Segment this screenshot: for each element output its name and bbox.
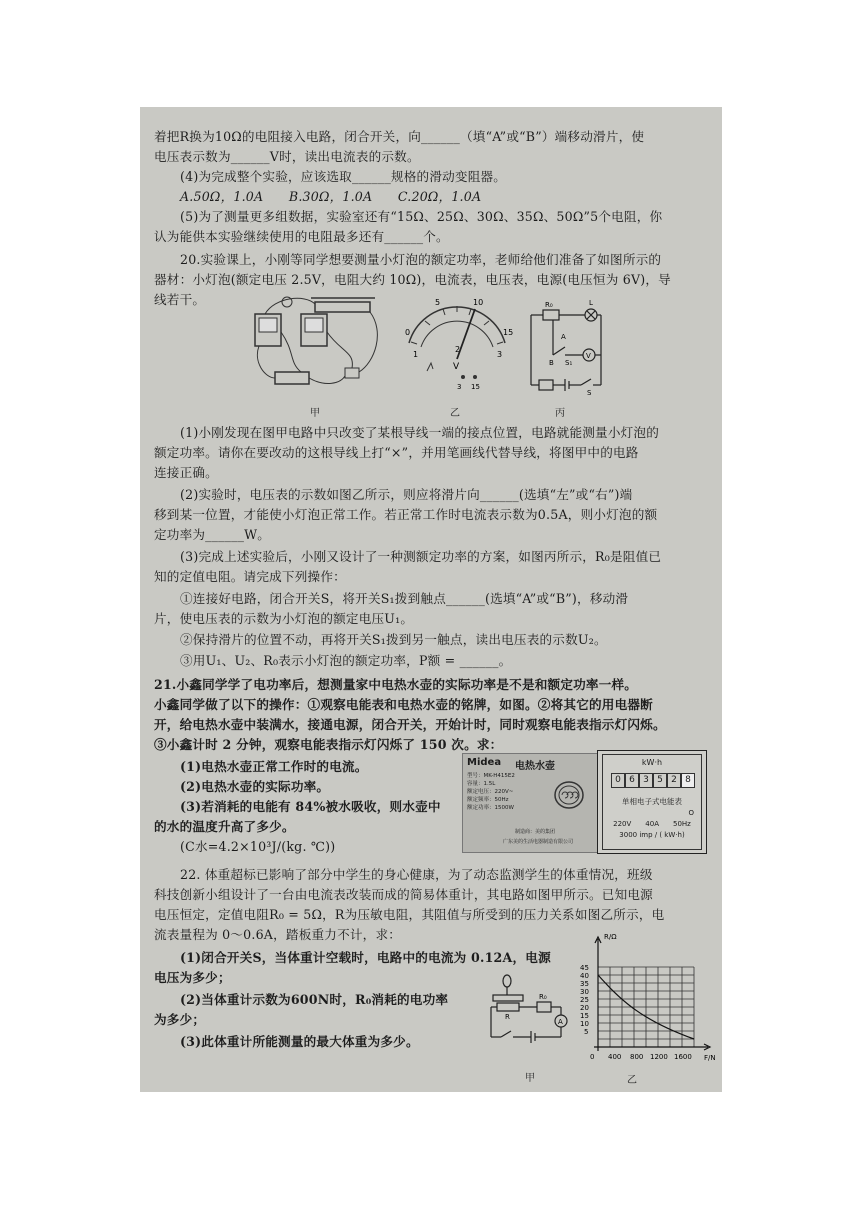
svg-text:V: V <box>586 352 591 360</box>
q20-part1-line-3: 连接正确。 <box>154 465 218 480</box>
svg-text:1600: 1600 <box>674 1053 692 1061</box>
q22-part3: (3)此体重计所能测量的最大体重为多少。 <box>180 1034 419 1049</box>
q22-part2-line-1: (2)当体重计示数为600N时，R₀消耗的电功率 <box>180 992 449 1007</box>
svg-text:10: 10 <box>473 298 484 307</box>
q19-part5-cont: 认为能供本实验继续使用的电阻最多还有______个。 <box>154 229 449 244</box>
q21-line-4: ③小鑫计时 2 分钟，观察电能表指示灯闪烁了 150 次。求： <box>154 737 503 752</box>
q21-part2: (2)电热水壶的实际功率。 <box>180 779 330 794</box>
q22-line-4: 流表量程为 0～0.6A，踏板重力不计，求： <box>154 927 402 942</box>
q22-part2-line-2: 为多少； <box>154 1012 206 1027</box>
meter-digit: 3 <box>639 773 653 788</box>
svg-text:R/Ω: R/Ω <box>604 933 617 941</box>
q22-fig-yi-caption: 乙 <box>627 1075 637 1086</box>
svg-text:25: 25 <box>580 996 589 1004</box>
q20-line-1: 20.实验课上，小刚等同学想要测量小灯泡的额定功率，老师给他们准备了如图所示的 <box>180 252 662 267</box>
svg-text:S₁: S₁ <box>565 359 573 367</box>
svg-text:F/N: F/N <box>704 1054 716 1062</box>
ccc-cert-icon <box>553 780 585 810</box>
q20-fig-yi-caption: 乙 <box>450 408 460 419</box>
q20-fig-jia-caption: 甲 <box>310 408 320 419</box>
svg-text:A: A <box>558 1018 563 1026</box>
energy-meter-panel <box>597 750 707 854</box>
svg-text:15: 15 <box>503 328 514 337</box>
q20-part3-line-2: 知的定值电阻。请完成下列操作： <box>154 569 346 584</box>
meter-name: 单相电子式电能表 <box>622 797 682 806</box>
svg-text:20: 20 <box>580 1004 589 1012</box>
q22-scale-circuit <box>487 973 575 1045</box>
q22-line-1: 22. 体重超标已影响了部分中学生的身心健康，为了动态监测学生的体重情况，班级 <box>180 867 653 882</box>
svg-text:15: 15 <box>471 383 480 391</box>
svg-text:400: 400 <box>608 1053 622 1061</box>
q20-fig-bing-caption: 丙 <box>555 408 565 419</box>
kettle-spec-row: 型号：MK-H415E2 <box>467 773 515 779</box>
q20-line-2: 器材：小灯泡(额定电压 2.5V，电阻大约 10Ω)，电流表，电压表，电源(电压恒为 6V)，导 <box>154 272 671 287</box>
svg-text:3: 3 <box>497 350 503 359</box>
meter-indicator-label: O <box>688 809 694 817</box>
svg-text:35: 35 <box>580 980 589 988</box>
q22-resistance-force-graph <box>568 927 718 1067</box>
svg-text:5: 5 <box>584 1028 589 1036</box>
svg-text:L: L <box>589 299 593 307</box>
q20-step1-line-1: ①连接好电路，闭合开关S，将开关S₁拨到触点______(选填“A”或“B”)，移动滑 <box>180 591 629 606</box>
q22-fig-jia-caption: 甲 <box>525 1073 535 1084</box>
meter-spec-1: 220V 40A 50Hz <box>613 820 691 828</box>
svg-text:2: 2 <box>455 345 461 354</box>
svg-text:V: V <box>453 362 460 372</box>
q19-part5: (5)为了测量更多组数据，实验室还有“15Ω、25Ω、30Ω、35Ω、50Ω”5个电阻，你 <box>180 209 663 224</box>
q20-part1-line-2: 额定功率。请你在要改动的这根导线上打“×”，并用笔画线代替导线，将图甲中的电路 <box>154 445 639 460</box>
svg-text:R: R <box>505 1013 510 1021</box>
q20-circuit-schematic <box>525 295 605 395</box>
q20-line-3: 线若干。 <box>154 292 206 307</box>
q21-part1: (1)电热水壶正常工作时的电流。 <box>180 759 368 774</box>
meter-digit: 5 <box>653 773 667 788</box>
meter-unit: kW·h <box>641 758 663 767</box>
svg-text:30: 30 <box>580 988 589 996</box>
q22-line-3: 电压恒定，定值电阻R₀ = 5Ω，R为压敏电阻，其阻值与所受到的压力关系如图乙所示，电 <box>154 907 665 922</box>
q20-step3: ③用U₁、U₂、R₀表示小灯泡的额定功率，P额 = ______。 <box>180 653 512 668</box>
q20-part2-line-1: (2)实验时，电压表的示数如图乙所示，则应将滑片向______(选填“左”或“右”)端 <box>180 487 633 502</box>
kettle-spec-row: 额定频率：50Hz <box>467 797 509 803</box>
kettle-brand: Midea <box>467 757 502 768</box>
q19-line-1: 着把R换为10Ω的电阻接入电路，闭合开关，向______（填“A”或“B”）端移动滑片，使 <box>154 129 645 144</box>
q20-step1-line-2: 片，使电压表的示数为小灯泡的额定电压U₁。 <box>154 611 414 626</box>
svg-text:A: A <box>561 333 566 341</box>
q20-part1-line-1: (1)小刚发现在图甲电路中只改变了某根导线一端的接点位置，电路就能测量小灯泡的 <box>180 425 660 440</box>
kettle-spec-row: 额定功率：1500W <box>467 805 514 811</box>
svg-text:1: 1 <box>413 350 419 359</box>
svg-text:0: 0 <box>405 328 411 337</box>
q20-step2: ②保持滑片的位置不动，再将开关S₁拨到另一触点，读出电压表的示数U₂。 <box>180 632 607 647</box>
q21-part3-line-1: (3)若消耗的电能有 84%被水吸收，则水壶中 <box>180 799 441 814</box>
svg-text:10: 10 <box>580 1020 589 1028</box>
kettle-title: 电热水壶 <box>515 761 555 772</box>
q22-part1-line-1: (1)闭合开关S，当体重计空载时，电路中的电流为 0.12A，电源 <box>180 950 551 965</box>
q20-part2-line-2: 移到某一位置，才能使小灯泡正常工作。若正常工作时电流表示数为0.5A，则小灯泡的额 <box>154 507 658 522</box>
svg-text:15: 15 <box>580 1012 589 1020</box>
svg-text:B: B <box>549 359 554 367</box>
svg-text:R₀: R₀ <box>539 993 547 1001</box>
svg-text:S: S <box>587 389 592 395</box>
svg-text:5: 5 <box>435 298 441 307</box>
q22-line-2: 科技创新小组设计了一台由电流表改装而成的简易体重计，其电路如图甲所示。已知电源 <box>154 887 653 902</box>
meter-digit: 6 <box>625 773 639 788</box>
q21-part3-line-2: 的水的温度升高了多少。 <box>154 819 295 834</box>
kettle-spec-row: 额定电压：220V~ <box>467 789 514 795</box>
kettle-nameplate <box>462 753 598 853</box>
meter-digit: 2 <box>667 773 681 788</box>
svg-text:1200: 1200 <box>650 1053 668 1061</box>
meter-digit-decimal: 8 <box>681 773 695 788</box>
svg-text:45: 45 <box>580 964 589 972</box>
q20-part3-line-1: (3)完成上述实验后，小刚又设计了一种测额定功率的方案，如图丙所示，R₀是阻值已 <box>180 549 662 564</box>
svg-text:R₀: R₀ <box>545 301 553 309</box>
kettle-footer-1: 制造商：美的集团 <box>515 829 556 835</box>
q19-part4: (4)为完成整个实验，应该选取______规格的滑动变阻器。 <box>180 169 507 184</box>
q19-options: A.50Ω，1.0A B.30Ω，1.0A C.20Ω，1.0A <box>180 189 482 204</box>
svg-text:40: 40 <box>580 972 589 980</box>
q21-line-3: 开，给电热水壶中装满水，接通电源，闭合开关，开始计时，同时观察电能表指示灯闪烁。 <box>154 717 666 732</box>
meter-digit: 0 <box>611 773 625 788</box>
q22-part1-line-2: 电压为多少； <box>154 970 231 985</box>
q21-line-2: 小鑫同学做了以下的操作：①观察电能表和电热水壶的铭牌，如图。②将其它的用电器断 <box>154 697 653 712</box>
svg-text:3: 3 <box>457 383 462 391</box>
kettle-spec-list <box>467 772 515 812</box>
q20-voltmeter-dial <box>395 297 520 392</box>
q19-line-2: 电压表示数为______V时，读出电流表的示数。 <box>154 149 420 164</box>
meter-spec-2: 3000 imp / ( kW·h) <box>619 831 685 839</box>
svg-text:800: 800 <box>630 1053 644 1061</box>
q20-part2-line-3: 定功率为______W。 <box>154 527 271 542</box>
kettle-footer-2: 广东美的生活电器制造有限公司 <box>503 839 574 845</box>
svg-text:0: 0 <box>590 1053 595 1061</box>
kettle-spec-row: 容量：1.5L <box>467 781 496 787</box>
q21-specific-heat: (C水=4.2×10³J/(kg. ℃)) <box>180 839 336 854</box>
q21-line-1: 21.小鑫同学学了电功率后，想测量家中电热水壶的实际功率是不是和额定功率一样。 <box>154 677 638 692</box>
exam-page <box>140 107 722 1092</box>
meter-digit-window <box>611 773 695 788</box>
q20-apparatus-figure <box>245 292 385 397</box>
